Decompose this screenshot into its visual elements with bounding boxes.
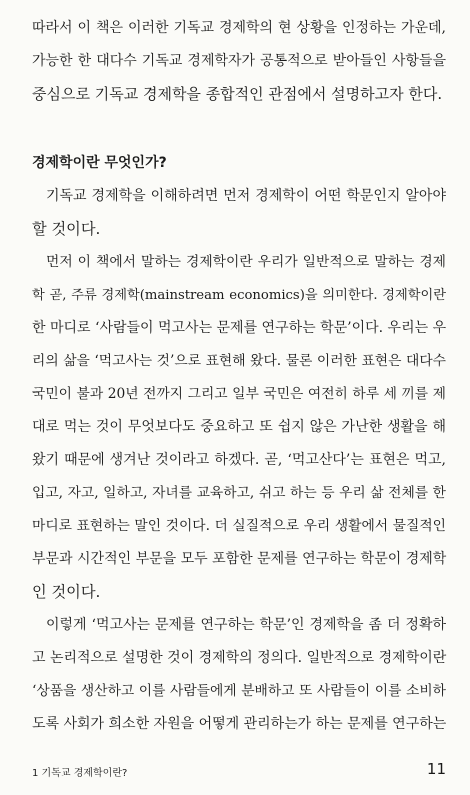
text-line: 학 곧, 주류 경제학(mainstream economics)을 의미한다. 경제학이란	[32, 288, 446, 303]
text-line: 입고, 자고, 일하고, 자녀를 교육하고, 쉬고 하는 등 우리 삶 전체를 한	[32, 485, 446, 501]
text-line: 인 것이다.	[32, 583, 101, 601]
section-gap	[32, 111, 446, 139]
text-line: 도록 사회가 희소한 자원을 어떻게 관리하는가 하는 문제를 연구하는	[32, 716, 447, 732]
chapter-label: 1 기독교 경제학이란?	[32, 768, 128, 779]
text-line: 기독교 경제학을 이해하려면 먼저 경제학이 어떤 학문인지 알아야	[46, 188, 446, 204]
text-line: 이렇게 ‘먹고사는 문제를 연구하는 학문’인 경제학을 좀 더 정확하	[46, 617, 446, 633]
page-footer	[32, 760, 446, 780]
text-line: 한 마디로 ‘사람들이 먹고사는 문제를 연구하는 학문’이다. 우리는 우	[32, 320, 447, 336]
text-line: 따라서 이 책은 이러한 기독교 경제학의 현 상황을 인정하는 가운데,	[32, 20, 446, 36]
text-line: 리의 삶을 ‘먹고사는 것’으로 표현해 왔다. 물론 이러한 표현은 대다수	[32, 353, 446, 369]
body-text	[32, 12, 446, 741]
section-heading: 경제학이란 무엇인가?	[32, 155, 167, 171]
text-line: 국민이 불과 20년 전까지 그리고 일부 국민은 여전히 하루 세 끼를 제	[32, 386, 446, 402]
text-line: 마디로 표현하는 말인 것이다. 더 실질적으로 우리 생활에서 물질적인	[32, 518, 446, 534]
text-line: 가능한 한 대다수 기독교 경제학자가 공통적으로 받아들인 사항들을	[32, 53, 446, 69]
text-line: 왔기 때문에 생겨난 것이라고 하겠다. 곧, ‘먹고산다’는 표현은 먹고,	[32, 452, 446, 468]
text-line: 대로 먹는 것이 무엇보다도 중요하고 또 쉽지 않은 가난한 생활을 해	[32, 419, 446, 435]
text-line: 고 논리적으로 설명한 것이 경제학의 정의다. 일반적으로 경제학이란	[32, 650, 447, 666]
text-line: 할 것이다.	[32, 220, 101, 238]
text-line: 부문과 시간적인 부문을 모두 포함한 문제를 연구하는 학문이 경제학	[32, 551, 447, 567]
text-line: 먼저 이 책에서 말하는 경제학이란 우리가 일반적으로 말하는 경제	[46, 254, 446, 270]
text-line: ‘상품을 생산하고 이를 사람들에게 분배하고 또 사람들이 이를 소비하	[32, 683, 446, 699]
page-number: 11	[426, 760, 446, 778]
text-line: 중심으로 기독교 경제학을 종합적인 관점에서 설명하고자 한다.	[32, 85, 443, 103]
